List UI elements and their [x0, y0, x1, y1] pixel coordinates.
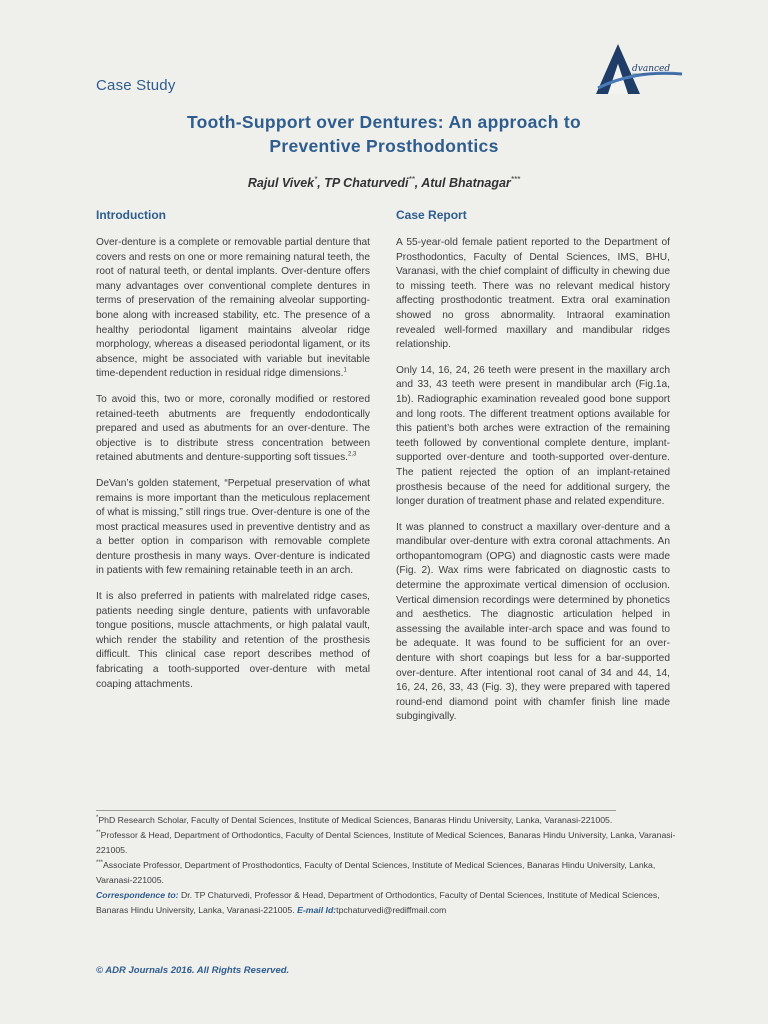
- author-mark: **: [408, 175, 415, 184]
- introduction-paragraph: [96, 477, 370, 579]
- case-report-column: [396, 208, 670, 736]
- affiliation-mark: ***: [96, 860, 104, 867]
- section-label: Case Study: [96, 77, 176, 94]
- article-title: [120, 110, 648, 158]
- author-separator: ,: [414, 176, 422, 191]
- paragraph-text: A 55-year-old female patient reported to the Department of Prosthodontics, Faculty of Dental Sciences, IMS, BHU, Varanasi, with the chief complaint of difficulty in chewing due to missing teeth. There was no relevant medical history affecting prosthodontic treatment. Extra oral examination showed no gross abnormality. Intraoral examination revealed well-formed maxillary and mandibular ridges relationship.: [396, 237, 670, 351]
- introduction-paragraph: [96, 590, 370, 692]
- footnotes: [96, 813, 680, 918]
- affiliation-note: [96, 813, 680, 828]
- paragraph-text: It was planned to construct a maxillary over-denture and a mandibular over-denture with extra coronal attachments. An orthopantomogram (OPG) and diagnostic casts were made (Fig. 2). Wax rims were fabricated on diagnostic casts to determine the approximate vertical dimension of occlusion. Vertical dimension recordings were determined by phonetics and aesthetics. The diagnostic articulation helped in assessing the available inter-arch space and was found to be adequate. It was found to be sufficient for an over-denture with short coapings but less for a bar-supported over-denture. After intentional root canal of 34 and 44, 14, 16, 24, 26, 33, 43 (Fig. 3), they were prepared with tapered round-end diamond point with chamfer finish line made subgingivally.: [396, 521, 670, 723]
- correspondence-text: Dr. TP Chaturvedi, Professor & Head, Department of Orthodontics, Faculty of Dental Sciences, Institute of Medical Sciences, Banaras Hindu University, Lanka, Varanasi-221005.: [96, 890, 660, 915]
- correspondence-note: [96, 888, 680, 918]
- author-separator: ,: [317, 176, 325, 191]
- affiliation-note: [96, 828, 680, 858]
- author-name: Atul Bhatnagar: [421, 176, 511, 191]
- case-report-paragraph: [396, 364, 670, 510]
- paragraph-text: To avoid this, two or more, coronally modified or restored retained-teeth abutments are frequently endodontically prepared and used as abutments for an over-denture. The objective is to distribute stress concentration between retained abutments and denture-supporting soft tissues.: [96, 393, 370, 464]
- introduction-paragraph: [96, 393, 370, 466]
- title-line-1: Tooth-Support over Dentures: An approach to: [186, 112, 581, 132]
- affiliation-text: Associate Professor, Department of Prosthodontics, Faculty of Dental Sciences, Institute of Medical Sciences, Banaras Hindu University, Lanka, Varanasi-221005.: [96, 860, 656, 885]
- footnote-rule: [96, 810, 616, 811]
- introduction-heading: Introduction: [96, 208, 166, 222]
- paragraph-text: It is also preferred in patients with malrelated ridge cases, patients needing single denture, patients with unfavorable tongue positions, muscle attachments, or high palatal vault, which render the stability and retention of the prosthesis difficult. This clinical case report describes method of fabricating a tooth-supported over-denture with metal coaping attachments.: [96, 591, 370, 690]
- introduction-paragraph: [96, 236, 370, 382]
- introduction-column: [96, 208, 370, 703]
- affiliation-text: Professor & Head, Department of Orthodontics, Faculty of Dental Sciences, Institute of Medical Sciences, Banaras Hindu University, Lanka, Varanasi-221005.: [96, 830, 676, 855]
- paragraph-text: Over-denture is a complete or removable partial denture that covers and rests on one or more remaining natural teeth, the root of natural teeth, or dental implants. Over-denture offers many advantages over conventional complete dentures in terms of preservation of the remaining alveolar supporting-bone along with increased stability, etc. The presence of a healthy periodontal ligament maintains alveolar ridge morphology, whereas a diseased periodontal ligament, or its absence, might be associated with variable but inevitable time-dependent reduction in residual ridge dimensions.: [96, 237, 370, 380]
- copyright-notice: © ADR Journals 2016. All Rights Reserved.: [96, 965, 290, 976]
- email-label: E-mail Id:: [297, 905, 337, 915]
- author-list: [120, 175, 648, 190]
- affiliation-mark: *: [96, 815, 99, 822]
- email-link[interactable]: tpchaturvedi@rediffmail.com: [336, 905, 447, 915]
- author-name: TP Chaturvedi: [324, 176, 409, 191]
- logo-text: dvanced: [632, 64, 671, 74]
- case-report-heading: Case Report: [396, 208, 467, 222]
- affiliation-note: [96, 858, 680, 888]
- author-mark: *: [314, 175, 318, 184]
- paragraph-text: Only 14, 16, 24, 26 teeth were present in the maxillary arch and 33, 43 teeth were present in mandibular arch (Fig.1a, 1b). Radiographic examination revealed good bone support and long roots. The different treatment options available for this patient’s both arches were extraction of the remaining teeth followed by conventional complete denture, implant-supported over-denture and tooth-supported over-denture. The patient rejected the option of an implant-retained prosthesis because of the need for additional surgery, the longer duration of treatment phase and related expenditure.: [396, 364, 670, 508]
- title-line-2: Preventive Prosthodontics: [269, 136, 499, 156]
- citation-ref: 2,3: [348, 451, 357, 458]
- affiliation-mark: **: [96, 830, 101, 837]
- citation-ref: 1: [343, 367, 347, 374]
- case-report-paragraph: [396, 521, 670, 725]
- case-report-paragraph: [396, 236, 670, 353]
- journal-logo: [594, 40, 686, 96]
- author-name: Rajul Vivek: [247, 176, 315, 191]
- paragraph-text: DeVan’s golden statement, “Perpetual preservation of what remains is more important than the meticulous replacement of what is missing,” still rings true. Over-denture is one of the most practical measures used in preventive dentistry and as a better option in comparison with removable complete denture prosthesis in many ways. Over-denture is indicated in patients with few remaining retainable teeth in an arch.: [96, 477, 370, 577]
- correspondence-label: Correspondence to:: [96, 890, 179, 900]
- author-mark: ***: [510, 175, 521, 184]
- affiliation-text: PhD Research Scholar, Faculty of Dental Sciences, Institute of Medical Sciences, Banaras Hindu University, Lanka, Varanasi-221005.: [98, 815, 613, 825]
